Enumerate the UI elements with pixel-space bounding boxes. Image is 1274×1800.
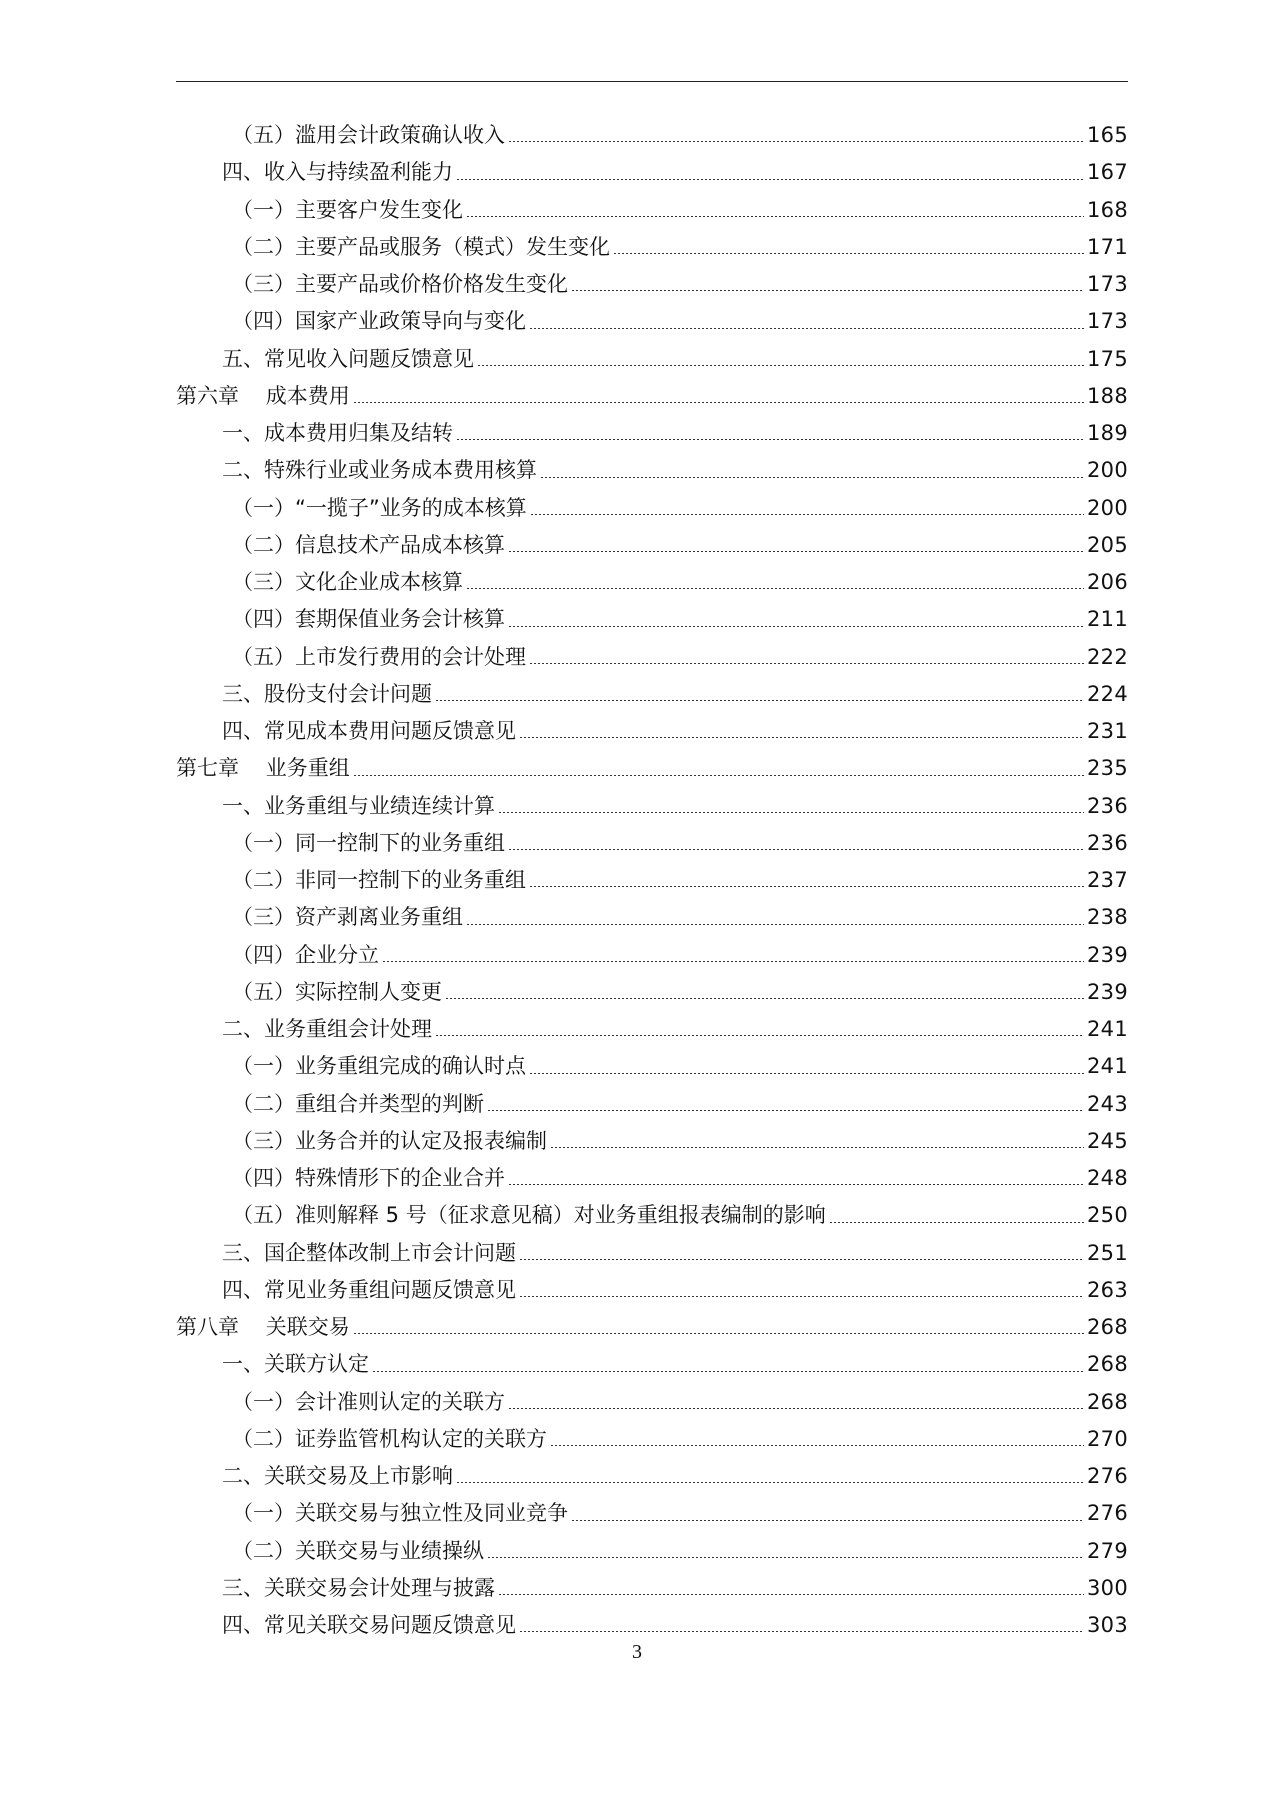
toc-subsection-entry[interactable] xyxy=(176,1384,1128,1421)
toc-entry-page: 168 xyxy=(1087,197,1128,222)
toc-entry-title: 四、常见业务重组问题反馈意见 xyxy=(222,1277,516,1302)
toc-entry-page: 236 xyxy=(1087,830,1128,855)
toc-subsection-entry[interactable] xyxy=(176,1048,1128,1085)
toc-entry-title: （三）业务合并的认定及报表编制 xyxy=(232,1128,547,1153)
toc-entry-page: 173 xyxy=(1087,272,1128,297)
toc-subsection-entry[interactable] xyxy=(176,974,1128,1011)
toc-subsection-entry[interactable] xyxy=(176,899,1128,936)
toc-entry-title: （一）关联交易与独立性及同业竞争 xyxy=(232,1501,568,1526)
toc-entry-page: 268 xyxy=(1087,1389,1128,1414)
toc-entry-title: 二、关联交易及上市影响 xyxy=(222,1464,453,1489)
toc-entry-page: 303 xyxy=(1087,1613,1128,1638)
toc-dot-leader xyxy=(571,1520,1084,1521)
toc-section-entry[interactable] xyxy=(176,1346,1128,1383)
toc-dot-leader xyxy=(353,775,1084,776)
toc-entry-page: 241 xyxy=(1087,1017,1128,1042)
toc-entry-title: 二、特殊行业或业务成本费用核算 xyxy=(222,458,537,483)
toc-dot-leader xyxy=(571,290,1084,291)
toc-entry-page: 236 xyxy=(1087,793,1128,818)
toc-entry-page: 241 xyxy=(1087,1054,1128,1079)
toc-entry-title: 第八章 关联交易 xyxy=(176,1315,350,1340)
toc-subsection-entry[interactable] xyxy=(176,825,1128,862)
toc-entry-page: 300 xyxy=(1087,1575,1128,1600)
toc-dot-leader xyxy=(529,663,1084,664)
toc-subsection-entry[interactable] xyxy=(176,303,1128,340)
toc-entry-title: 一、关联方认定 xyxy=(222,1352,369,1377)
toc-dot-leader xyxy=(508,551,1084,552)
toc-dot-leader xyxy=(550,1445,1084,1446)
toc-dot-leader xyxy=(519,737,1084,738)
toc-subsection-entry[interactable] xyxy=(176,1421,1128,1458)
toc-entry-title: 第六章 成本费用 xyxy=(176,383,350,408)
toc-subsection-entry[interactable] xyxy=(176,564,1128,601)
toc-dot-leader xyxy=(435,700,1084,701)
page-number: 3 xyxy=(632,1641,642,1663)
header-rule xyxy=(176,81,1128,82)
toc-entry-title: （三）主要产品或价格价格发生变化 xyxy=(232,272,568,297)
toc-entry-page: 171 xyxy=(1087,234,1128,259)
toc-entry-page: 165 xyxy=(1087,123,1128,148)
toc-dot-leader xyxy=(508,141,1084,142)
toc-entry-page: 268 xyxy=(1087,1352,1128,1377)
toc-entry-title: （三）文化企业成本核算 xyxy=(232,570,463,595)
toc-dot-leader xyxy=(466,216,1084,217)
toc-chapter-entry[interactable] xyxy=(176,1309,1128,1346)
toc-dot-leader xyxy=(530,514,1084,515)
toc-entry-page: 251 xyxy=(1087,1240,1128,1265)
toc-entry-page: 250 xyxy=(1087,1203,1128,1228)
toc-subsection-entry[interactable] xyxy=(176,1160,1128,1197)
toc-dot-leader xyxy=(487,1557,1084,1558)
toc-section-entry[interactable] xyxy=(176,341,1128,378)
toc-entry-page: 189 xyxy=(1087,421,1128,446)
toc-dot-leader xyxy=(550,1147,1084,1148)
toc-dot-leader xyxy=(353,1333,1084,1334)
toc-entry-title: （二）重组合并类型的判断 xyxy=(232,1091,484,1116)
toc-dot-leader xyxy=(456,179,1084,180)
toc-dot-leader xyxy=(613,253,1084,254)
toc-entry-page: 238 xyxy=(1087,905,1128,930)
toc-entry-title: 四、收入与持续盈利能力 xyxy=(222,160,453,185)
toc-subsection-entry[interactable] xyxy=(176,229,1128,266)
toc-subsection-entry[interactable] xyxy=(176,1086,1128,1123)
toc-dot-leader xyxy=(829,1222,1084,1223)
toc-entry-page: 200 xyxy=(1087,495,1128,520)
toc-dot-leader xyxy=(456,439,1084,440)
toc-subsection-entry[interactable] xyxy=(176,601,1128,638)
toc-section-entry[interactable] xyxy=(176,713,1128,750)
toc-entry-title: （一）会计准则认定的关联方 xyxy=(232,1389,505,1414)
toc-dot-leader xyxy=(435,1035,1084,1036)
toc-dot-leader xyxy=(353,402,1084,403)
toc-entry-page: 248 xyxy=(1087,1166,1128,1191)
toc-section-entry[interactable] xyxy=(176,452,1128,489)
toc-entry-title: 三、国企整体改制上市会计问题 xyxy=(222,1240,516,1265)
toc-entry-title: （三）资产剥离业务重组 xyxy=(232,905,463,930)
toc-entry-page: 206 xyxy=(1087,570,1128,595)
toc-entry-page: 235 xyxy=(1087,756,1128,781)
toc-entry-title: 四、常见成本费用问题反馈意见 xyxy=(222,719,516,744)
toc-entry-title: 二、业务重组会计处理 xyxy=(222,1017,432,1042)
toc-dot-leader xyxy=(508,626,1084,627)
toc-section-entry[interactable] xyxy=(176,415,1128,452)
toc-dot-leader xyxy=(519,1296,1084,1297)
toc-entry-title: 五、常见收入问题反馈意见 xyxy=(222,346,474,371)
toc-subsection-entry[interactable] xyxy=(176,1533,1128,1570)
toc-entry-page: 276 xyxy=(1087,1501,1128,1526)
toc-dot-leader xyxy=(382,961,1084,962)
toc-dot-leader xyxy=(508,1408,1084,1409)
toc-entry-page: 279 xyxy=(1087,1538,1128,1563)
toc-entry-title: （五）实际控制人变更 xyxy=(232,979,442,1004)
toc-entry-page: 245 xyxy=(1087,1128,1128,1153)
toc-entry-title: （五）准则解释 5 号（征求意见稿）对业务重组报表编制的影响 xyxy=(232,1203,826,1228)
toc-entry-title: （一）同一控制下的业务重组 xyxy=(232,830,505,855)
toc-entry-title: （二）证券监管机构认定的关联方 xyxy=(232,1426,547,1451)
toc-dot-leader xyxy=(529,328,1084,329)
toc-section-entry[interactable] xyxy=(176,1458,1128,1495)
toc-subsection-entry[interactable] xyxy=(176,639,1128,676)
toc-entry-page: 200 xyxy=(1087,458,1128,483)
toc-dot-leader xyxy=(466,924,1084,925)
toc-entry-title: 一、成本费用归集及结转 xyxy=(222,421,453,446)
toc-entry-title: 第七章 业务重组 xyxy=(176,756,350,781)
table-of-contents xyxy=(176,117,1128,1644)
toc-dot-leader xyxy=(529,886,1084,887)
toc-section-entry[interactable] xyxy=(176,1011,1128,1048)
toc-entry-title: （四）特殊情形下的企业合并 xyxy=(232,1166,505,1191)
toc-entry-title: 一、业务重组与业绩连续计算 xyxy=(222,793,495,818)
toc-entry-title: （四）国家产业政策导向与变化 xyxy=(232,309,526,334)
toc-entry-page: 222 xyxy=(1087,644,1128,669)
toc-dot-leader xyxy=(498,1594,1084,1595)
toc-chapter-entry[interactable] xyxy=(176,378,1128,415)
toc-entry-title: （四）套期保值业务会计核算 xyxy=(232,607,505,632)
toc-entry-title: （五）滥用会计政策确认收入 xyxy=(232,123,505,148)
toc-subsection-entry[interactable] xyxy=(176,266,1128,303)
toc-entry-page: 167 xyxy=(1087,160,1128,185)
toc-entry-title: 四、常见关联交易问题反馈意见 xyxy=(222,1613,516,1638)
toc-entry-page: 239 xyxy=(1087,942,1128,967)
toc-subsection-entry[interactable] xyxy=(176,527,1128,564)
toc-subsection-entry[interactable] xyxy=(176,192,1128,229)
toc-dot-leader xyxy=(519,1631,1084,1632)
toc-entry-title: 三、关联交易会计处理与披露 xyxy=(222,1575,495,1600)
toc-subsection-entry[interactable] xyxy=(176,117,1128,154)
toc-dot-leader xyxy=(498,812,1084,813)
toc-entry-page: 239 xyxy=(1087,979,1128,1004)
toc-dot-leader xyxy=(477,365,1084,366)
toc-section-entry[interactable] xyxy=(176,1607,1128,1644)
toc-entry-title: （二）关联交易与业绩操纵 xyxy=(232,1538,484,1563)
toc-dot-leader xyxy=(529,1073,1084,1074)
toc-subsection-entry[interactable] xyxy=(176,1495,1128,1532)
toc-entry-page: 231 xyxy=(1087,719,1128,744)
toc-dot-leader xyxy=(372,1371,1084,1372)
toc-subsection-entry[interactable] xyxy=(176,862,1128,899)
toc-entry-title: （一）业务重组完成的确认时点 xyxy=(232,1054,526,1079)
toc-entry-title: （五）上市发行费用的会计处理 xyxy=(232,644,526,669)
toc-chapter-entry[interactable] xyxy=(176,750,1128,787)
toc-section-entry[interactable] xyxy=(176,154,1128,191)
toc-entry-title: 三、股份支付会计问题 xyxy=(222,681,432,706)
toc-entry-title: （四）企业分立 xyxy=(232,942,379,967)
toc-dot-leader xyxy=(466,588,1084,589)
toc-subsection-entry[interactable] xyxy=(176,937,1128,974)
toc-entry-title: （一）“一揽子”业务的成本核算 xyxy=(232,495,527,520)
toc-entry-page: 270 xyxy=(1087,1426,1128,1451)
toc-entry-title: （二）非同一控制下的业务重组 xyxy=(232,868,526,893)
toc-entry-page: 224 xyxy=(1087,681,1128,706)
toc-dot-leader xyxy=(445,998,1084,999)
toc-section-entry[interactable] xyxy=(176,676,1128,713)
toc-entry-page: 211 xyxy=(1087,607,1128,632)
toc-subsection-entry[interactable] xyxy=(176,490,1128,527)
toc-entry-page: 205 xyxy=(1087,532,1128,557)
toc-entry-title: （一）主要客户发生变化 xyxy=(232,197,463,222)
toc-entry-page: 263 xyxy=(1087,1277,1128,1302)
toc-dot-leader xyxy=(508,1184,1084,1185)
toc-entry-page: 173 xyxy=(1087,309,1128,334)
toc-section-entry[interactable] xyxy=(176,1570,1128,1607)
toc-subsection-entry[interactable] xyxy=(176,1123,1128,1160)
toc-dot-leader xyxy=(508,849,1084,850)
toc-entry-page: 188 xyxy=(1087,383,1128,408)
toc-dot-leader xyxy=(519,1259,1084,1260)
toc-dot-leader xyxy=(456,1482,1084,1483)
toc-entry-title: （二）主要产品或服务（模式）发生变化 xyxy=(232,234,610,259)
toc-dot-leader xyxy=(540,477,1084,478)
toc-dot-leader xyxy=(487,1110,1084,1111)
toc-section-entry[interactable] xyxy=(176,788,1128,825)
toc-section-entry[interactable] xyxy=(176,1235,1128,1272)
toc-entry-title: （二）信息技术产品成本核算 xyxy=(232,532,505,557)
toc-entry-page: 243 xyxy=(1087,1091,1128,1116)
toc-section-entry[interactable] xyxy=(176,1272,1128,1309)
toc-entry-page: 175 xyxy=(1087,346,1128,371)
toc-entry-page: 276 xyxy=(1087,1464,1128,1489)
toc-entry-page: 268 xyxy=(1087,1315,1128,1340)
toc-entry-page: 237 xyxy=(1087,868,1128,893)
toc-subsection-entry[interactable] xyxy=(176,1197,1128,1234)
